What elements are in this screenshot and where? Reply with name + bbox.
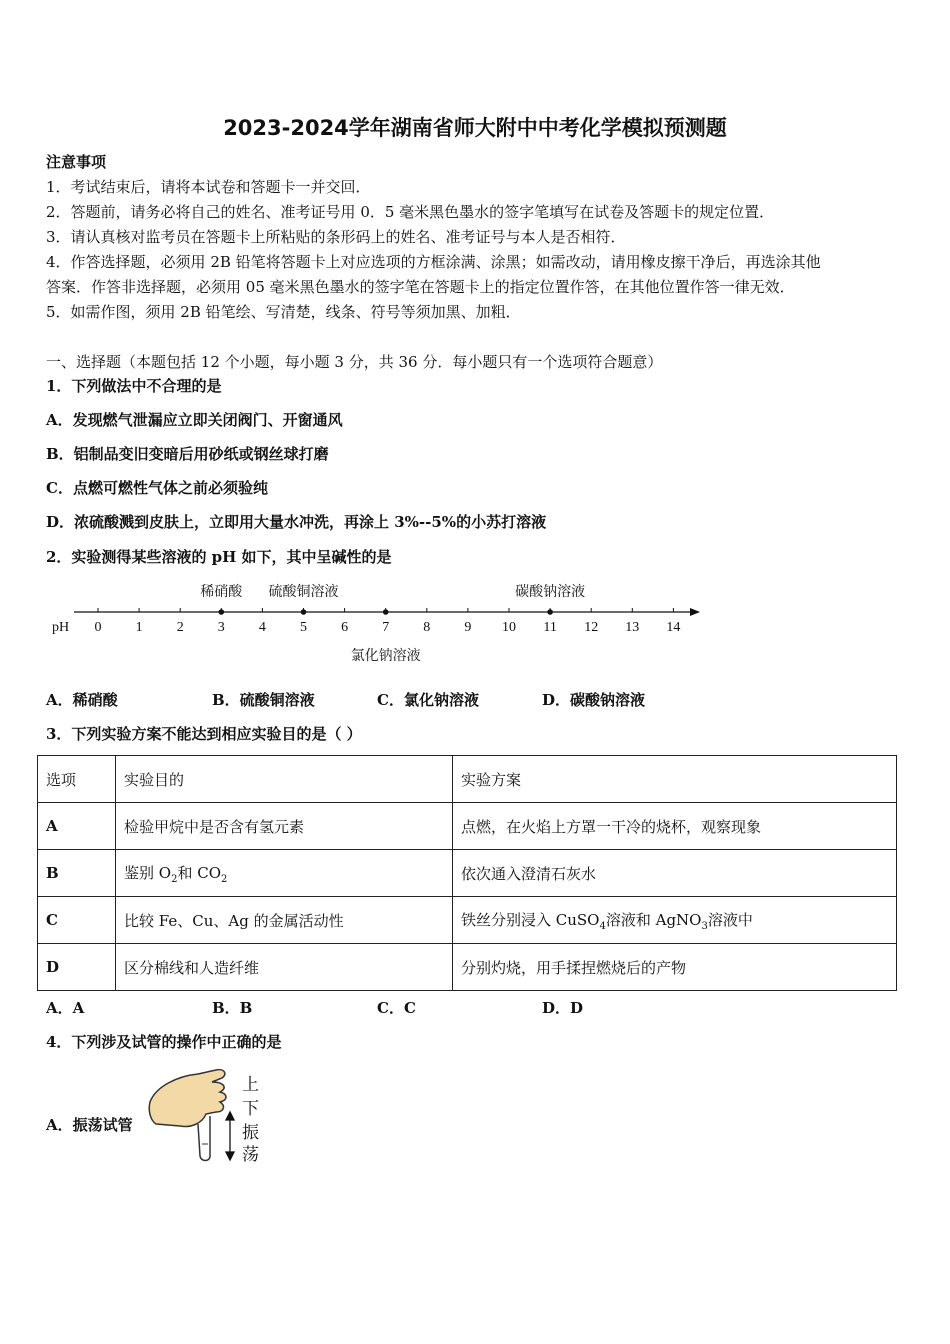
question-3-option-d: D．D [542,999,584,1017]
ph-tick-label: 14 [666,620,681,635]
plan-text: 溶液中 [707,910,753,929]
plan-text: 溶液和 AgNO [605,910,702,929]
row-plan: 点燃，在火焰上方罩一干冷的烧杯，观察现象 [453,803,897,850]
ph-tick-label: 0 [94,620,102,635]
question-2-option-c: C．氯化钠溶液 [377,691,479,709]
ph-point-label: 碳酸钠溶液 [515,584,586,600]
question-2-stem: 2．实验测得某些溶液的 pH 如下，其中呈碱性的是 [46,548,392,566]
ph-point-marker [547,609,553,615]
figure-label: 荡 [242,1145,259,1165]
ph-tick-label: 8 [423,620,431,635]
table-row [38,944,897,991]
header-plan: 实验方案 [453,756,897,803]
table-row [38,803,897,850]
notice-item: 3．请认真核对监考员在答题卡上所粘贴的条形码上的姓名、准考证号与本人是否相符． [46,228,626,246]
ph-tick-label: 1 [135,620,143,635]
notice-heading: 注意事项 [46,153,107,171]
page-title: 2023-2024学年湖南省师大附中中考化学模拟预测题 [223,116,727,140]
question-1-option-d: D．浓硫酸溅到皮肤上，立即用大量水冲洗，再涂上 3%--5%的小苏打溶液 [46,513,547,531]
table-header-row [38,756,897,803]
row-goal: 比较 Fe、Cu、Ag 的金属活动性 [116,897,453,944]
question-2-option-a: A．稀硝酸 [46,691,118,709]
ph-tick-label: 12 [584,620,599,635]
question-3-option-c: C．C [377,999,416,1017]
row-plan: 分别灼烧，用手揉捏燃烧后的产物 [453,944,897,991]
notice-item: 答案．作答非选择题，必须用 05 毫米黑色墨水的签字笔在答题卡上的指定位置作答，在其他位置作答一律无效． [46,278,795,296]
goal-text: 和 CO [177,863,221,882]
ph-tick-label: 13 [625,620,640,635]
row-goal [116,850,453,897]
ph-point-label: 硫酸铜溶液 [268,584,339,600]
figure-label: 上 [242,1075,259,1095]
ph-point-marker [301,609,307,615]
question-3-option-a: A．A [46,999,85,1017]
row-plan: 依次通入澄清石灰水 [453,850,897,897]
question-2-option-b: B．硫酸铜溶液 [212,691,315,709]
question-3-stem: 3．下列实验方案不能达到相应实验目的是（ ） [46,725,362,743]
figure-label: 振 [242,1123,259,1143]
notice-item: 1．考试结束后，请将本试卷和答题卡一并交回． [46,178,371,196]
ph-point-label: 稀硝酸 [200,584,243,600]
up-down-arrow-icon [226,1112,234,1160]
row-option: C [38,897,116,944]
shake-test-tube-figure [146,1064,266,1168]
notice-item: 2．答题前，请务必将自己的姓名、准考证号用 0．5 毫米黑色墨水的签字笔填写在试卷及答题卡的规定位置． [46,203,775,221]
ph-tick-label: 4 [258,620,266,635]
ph-tick-label: 11 [543,620,557,635]
header-goal: 实验目的 [116,756,453,803]
subscript: 2 [171,873,178,885]
table-row [38,850,897,897]
subscript: 2 [221,873,228,885]
row-goal: 检验甲烷中是否含有氢元素 [116,803,453,850]
question-3-option-b: B．B [212,999,253,1017]
question-1-option-a: A．发现燃气泄漏应立即关闭阀门、开窗通风 [46,411,343,429]
section-heading: 一、选择题（本题包括 12 个小题，每小题 3 分，共 36 分．每小题只有一个选项符合题意） [46,353,663,371]
ph-tick-label: 2 [176,620,184,635]
ph-tick-label: 5 [300,620,307,635]
ph-tick-label: 10 [502,620,516,635]
row-option: D [38,944,116,991]
hand-holding-tube-icon [149,1070,226,1161]
ph-scale-figure [50,578,710,670]
question-1-option-b: B．铝制品变旧变暗后用砂纸或钢丝球打磨 [46,445,329,463]
subscript: 4 [599,920,606,932]
plan-text: 铁丝分别浸入 CuSO [461,910,600,929]
row-goal: 区分棉线和人造纤维 [116,944,453,991]
ph-tick-label: 6 [341,620,349,635]
ph-tick-label: 9 [464,620,472,635]
question-4-option-a: A．振荡试管 [46,1116,133,1134]
row-plan [453,897,897,944]
ph-point-marker [383,609,389,615]
subscript: 3 [701,920,708,932]
goal-text: 鉴别 O [124,863,172,882]
ph-tick-label: 3 [217,620,225,635]
row-option: A [38,803,116,850]
ph-axis-label: pH [52,620,70,635]
notice-item: 4．作答选择题，必须用 2B 铅笔将答题卡上对应选项的方框涂满、涂黑；如需改动，请用橡皮擦干净后，再选涂其他 [46,253,821,271]
question-1-option-c: C．点燃可燃性气体之前必须验纯 [46,479,268,497]
question-4-stem: 4．下列涉及试管的操作中正确的是 [46,1033,282,1051]
figure-label: 下 [242,1099,259,1119]
question-1-stem: 1．下列做法中不合理的是 [46,377,222,395]
ph-point-label: 氯化钠溶液 [350,648,421,664]
notice-item: 5．如需作图，须用 2B 铅笔绘、写清楚，线条、符号等须加黑、加粗． [46,303,521,321]
ph-point-marker [219,609,225,615]
question-2-option-d: D．碳酸钠溶液 [542,691,646,709]
ph-axis-arrow [690,608,700,616]
header-option: 选项 [38,756,116,803]
row-option: B [38,850,116,897]
table-row [38,897,897,944]
ph-tick-label: 7 [382,620,390,635]
experiment-table [37,755,897,991]
